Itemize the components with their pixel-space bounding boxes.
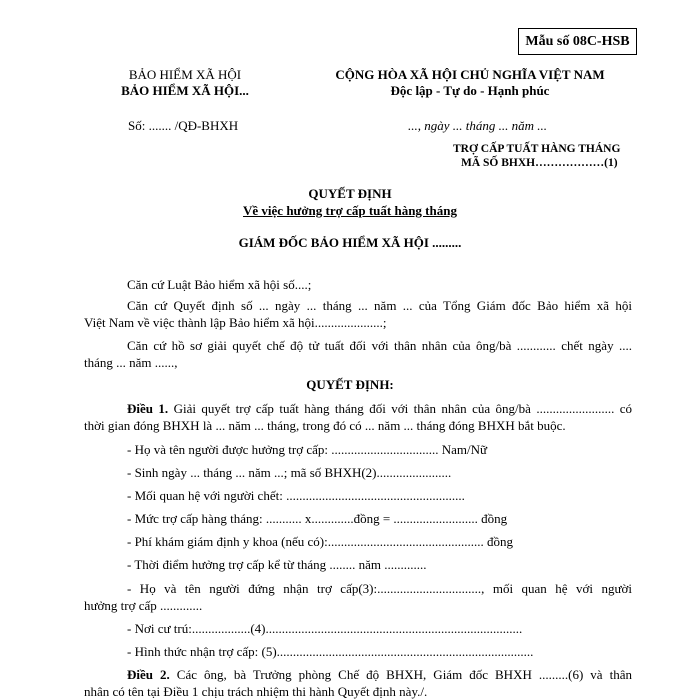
decision-title: QUYẾT ĐỊNH [308,186,392,201]
article-1-label: Điều 1. [127,401,169,416]
article-2: Điều 2. Các ông, bà Trưởng phòng Chế độ BHXH, Giám đốc BHXH .........(6) và thân nhân có tên tại Điều 1 chịu trách nhiệm thi hành Quyết định này./. [84,667,632,699]
decision-subtitle: Về việc hưởng trợ cấp tuất hàng tháng [243,203,457,218]
nation-header [320,67,620,99]
recipient-birth: - Sinh ngày ... tháng ... năm ...; mã số BHXH(2)....................... [127,465,452,480]
nation-title: CỘNG HÒA XÃ HỘI CHỦ NGHĨA VIỆT NAM [335,67,605,82]
basis-establishment: Căn cứ Quyết định số ... ngày ... tháng ... năm ... của Tổng Giám đốc Bảo hiểm xã hội Việt Nam về việc thành lập Bảo hiểm xã hội.....................; [84,298,632,330]
medical-fee: - Phí khám giám định y khoa (nếu có):................................................ đồng [127,534,513,549]
basis-law: Căn cứ Luật Bảo hiểm xã hội số....; [127,277,312,292]
payment-method: - Hình thức nhận trợ cấp: (5)............................................................................... [127,644,534,659]
residence: - Nơi cư trú:..................(4)............................................................................... [127,621,523,636]
doc-number: Số: ....... /QĐ-BHXH [128,118,239,133]
monthly-amount: - Mức trợ cấp hàng tháng: ........... x.............đồng = .......................... đồng [127,511,508,526]
org-line2: BẢO HIỂM XÃ HỘI... [121,83,249,98]
benefit-type [453,142,620,170]
recipient-name: - Họ và tên người được hưởng trợ cấp: ................................. Nam/Nữ [127,442,488,457]
decision-heading: QUYẾT ĐỊNH: [306,377,394,392]
issue-date: ..., ngày ... tháng ... năm ... [408,118,548,133]
basis-dossier: Căn cứ hồ sơ giải quyết chế độ tử tuất đối với thân nhân của ông/bà ............ chết ngày .... tháng ... năm ......, [84,338,632,370]
article-1: Điều 1. Giải quyết trợ cấp tuất hàng tháng đối với thân nhân của ông/bà ........................ có thời gian đóng BHXH là ... năm ... tháng, trong đó có ... năm ... tháng đóng BHXH bắt buộc. [84,401,633,433]
org-line1: BẢO HIỂM XÃ HỘI [128,67,242,82]
benefit-type-line2: MÃ SỐ BHXH………………(1) [461,157,618,169]
issuing-authority: GIÁM ĐỐC BẢO HIỂM XÃ HỘI ......... [238,235,462,250]
article-2-label: Điều 2. [127,667,170,682]
org-header [100,67,270,99]
benefit-type-line1: TRỢ CẤP TUẤT HÀNG THÁNG [453,143,621,155]
start-time: - Thời điểm hưởng trợ cấp kể từ tháng ........ năm ............. [127,557,427,572]
form-code-box: Mẫu số 08C-HSB [518,28,637,55]
nation-motto: Độc lập - Tự do - Hạnh phúc [390,83,550,98]
relationship: - Mối quan hệ với người chết: ....................................................... [127,488,465,503]
representative: - Họ và tên người đứng nhận trợ cấp(3):................................, mối quan hệ với người hưởng trợ cấp ............. [84,581,632,613]
